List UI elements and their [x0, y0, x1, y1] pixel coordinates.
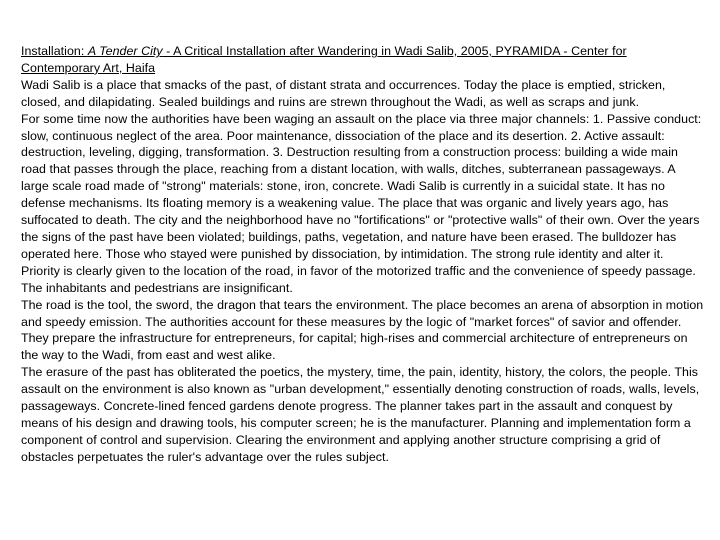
title-prefix: Installation:	[21, 44, 88, 58]
title-work-name: A Tender City	[87, 44, 163, 58]
paragraph: The road is the tool, the sword, the dragon that tears the environment. The place becomes an arena of absorption in motion and speedy emission. The authorities account for these measures by the logic of "market forces" of savior and offender. They prepare the infrastructure for entrepreneurs, for capital; high-rises and commercial architecture of entrepreneurs on the way to the Wadi, from east and west alike.	[21, 297, 704, 363]
title-suffix: - A Critical Installation after Wandering in Wadi Salib, 2005, PYRAMIDA - Center for Contemporary Art, Haifa	[21, 44, 627, 75]
paragraph: Wadi Salib is a place that smacks of the past, of distant strata and occurrences. Today the place is emptied, stricken, closed, and dilapidating. Sealed buildings and ruins are strewn throughout the Wadi, as well as scraps and junk.	[21, 77, 666, 109]
paragraph: For some time now the authorities have been waging an assault on the place via three major channels: 1. Passive conduct: slow, continuous neglect of the area. Poor maintenance, dissociation of the place and its desertion. 2. Active assault: destruction, leveling, digging, transformation. 3. Destruction resulting from a construction process: building a wide main road that passes through the place, reaching from a distant location, with walls, ditches, subterranean passageways. A large scale road made of "strong" materials: stone, iron, concrete. Wadi Salib is currently in a suicidal state. It has no defense mechanisms. Its floating memory is a weakening value. The place that was organic and lively years ago, has suffocated to death. The city and the neighborhood have no "fortifications" or "protective walls" of their own. Over the years the signs of the past have been violated; buildings, paths, vegetation, and nature have been erased. The bulldozer has operated here. Those who stayed were punished by dissociation, by intimidation. The strong rule identity and alter it. Priority is clearly given to the location of the road, in favor of the motorized traffic and the convenience of speedy passage. The inhabitants and pedestrians are insignificant.	[21, 111, 702, 295]
document-body	[21, 43, 704, 466]
paragraph: The erasure of the past has obliterated the poetics, the mystery, time, the pain, identity, history, the colors, the people. This assault on the environment is also known as "urban development," essentially denoting construction of roads, walls, levels, passageways. Concrete-lined fenced gardens denote progress. The planner takes part in the assault and conquest by means of his design and drawing tools, his computer screen; he is the manufacturer. Planning and implementation form a component of control and supervision. Clearing the environment and applying another structure comprising a grid of obstacles perpetuates the ruler's advantage over the rules subject.	[21, 365, 700, 464]
document-title	[21, 43, 704, 77]
